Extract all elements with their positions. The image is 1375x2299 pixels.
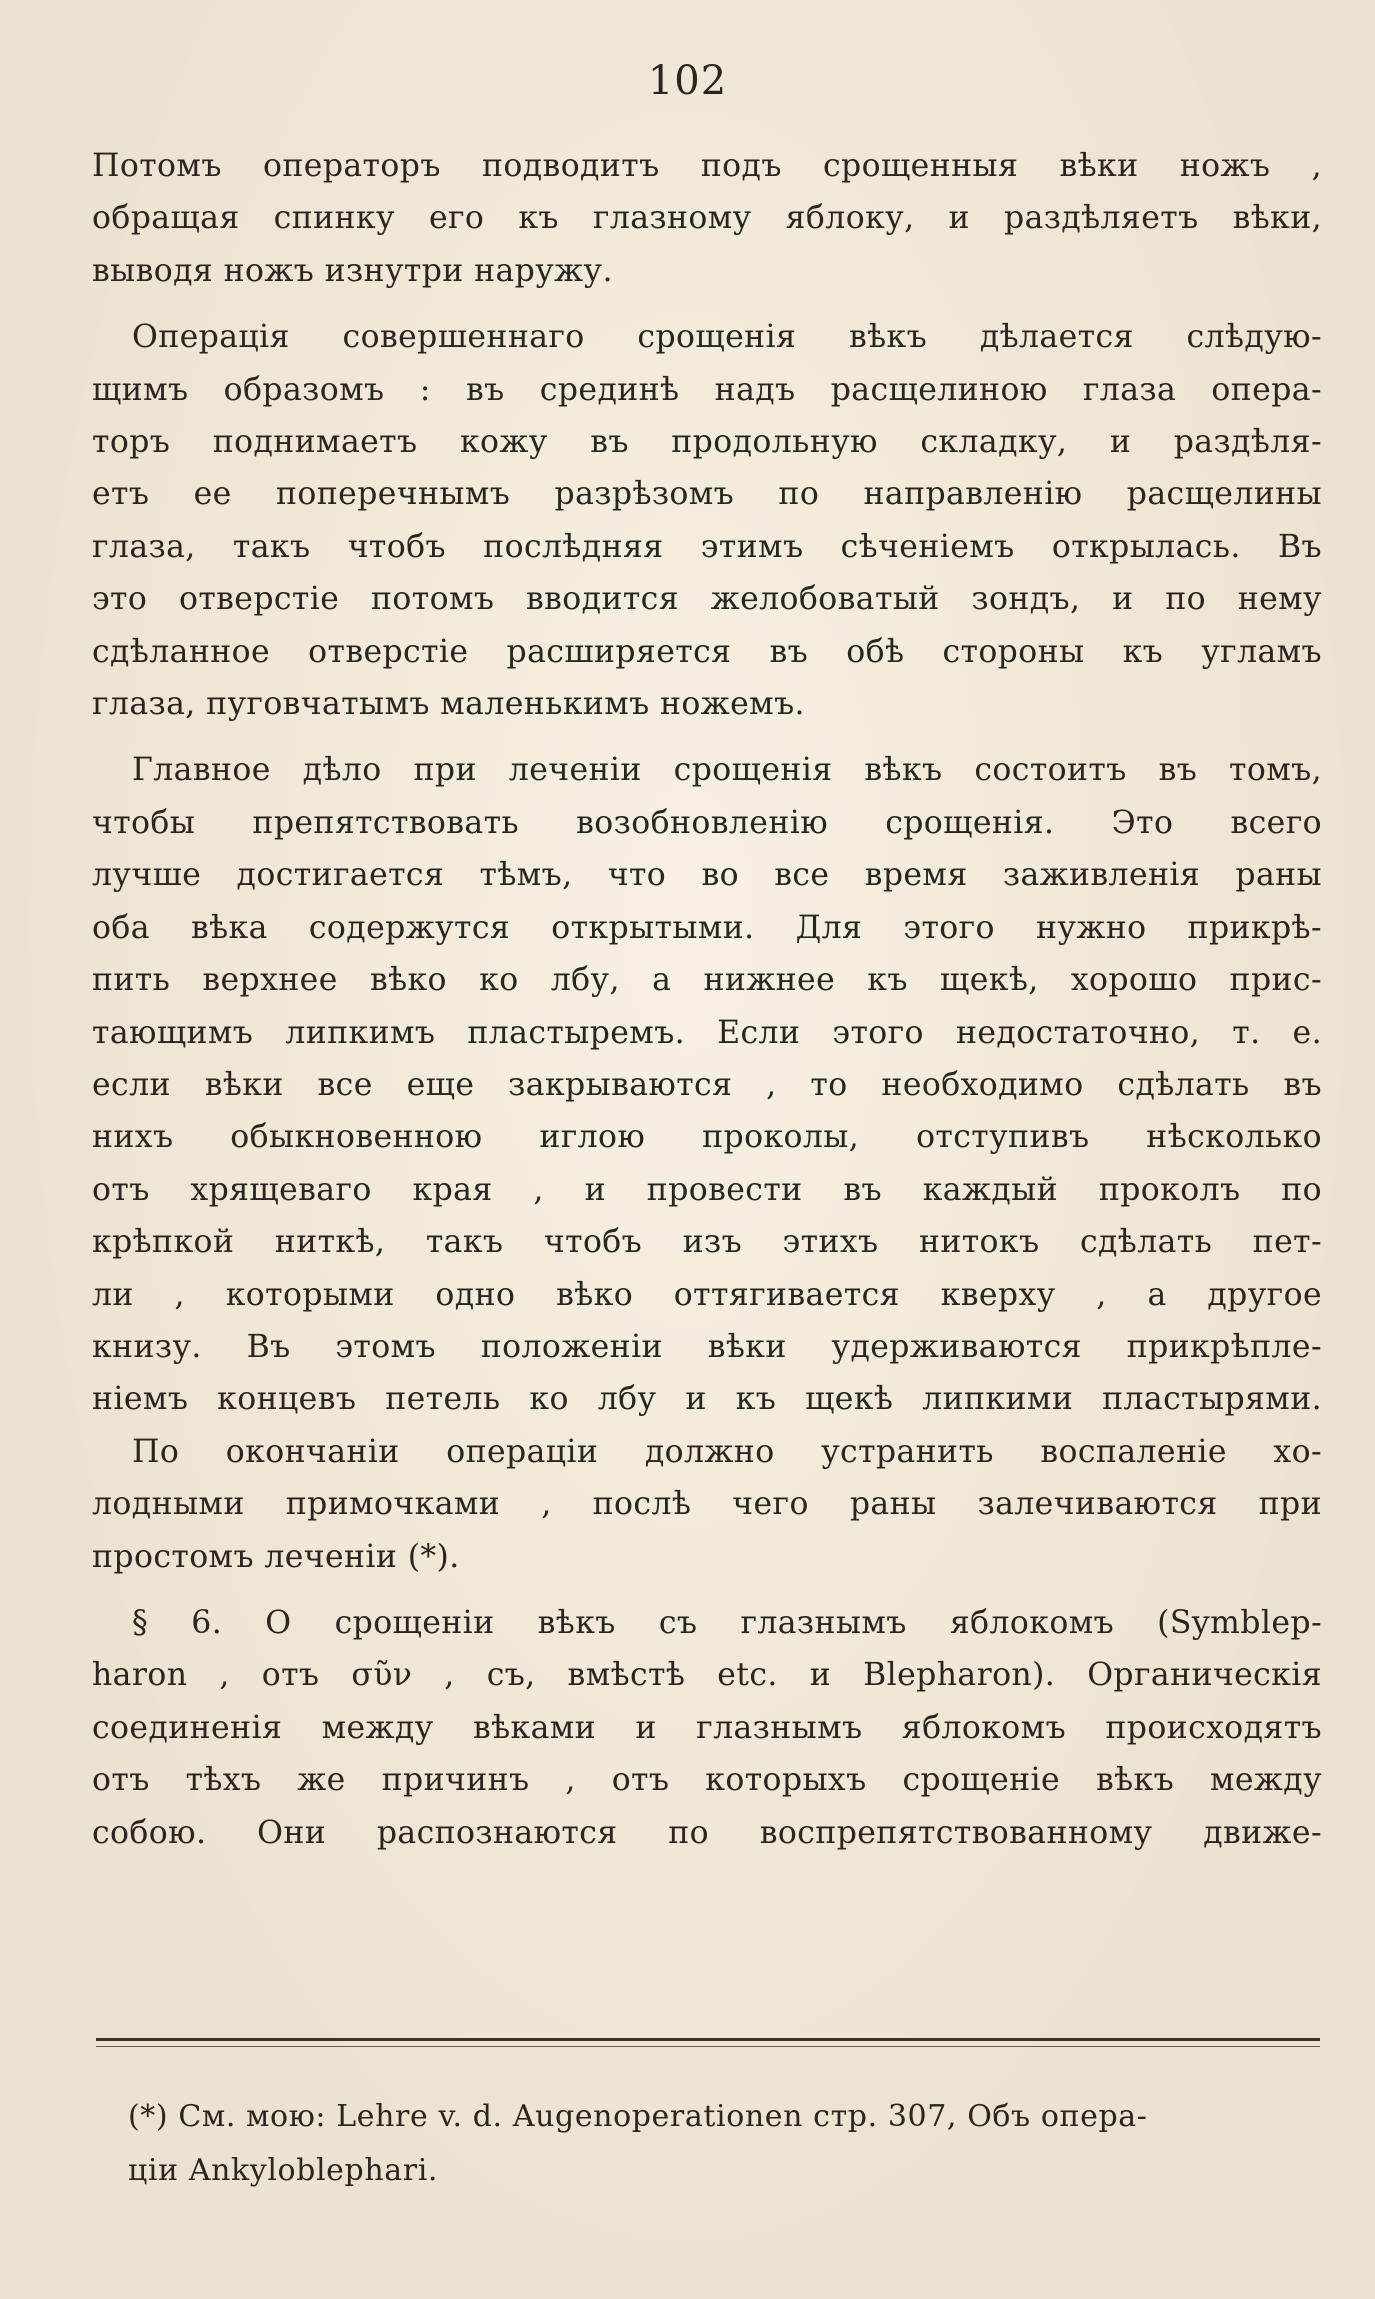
text-line: чтобы препятствовать возобновленію срощенія. Это всего <box>92 804 1322 841</box>
text-line: торъ поднимаетъ кожу въ продольную складку, и раздѣля- <box>92 424 1322 461</box>
text-line: отъ хрящеваго края , и провести въ каждый проколъ по <box>92 1171 1322 1208</box>
text-line: если вѣки все еще закрываются , то необходимо сдѣлать въ <box>92 1066 1322 1103</box>
text-line: етъ ее поперечнымъ разрѣзомъ по направленію расщелины <box>92 476 1322 513</box>
footnote-line: ціи Ankyloblephari. <box>128 2153 439 2188</box>
text-line: сдѣланное отверстіе расширяется въ обѣ стороны къ угламъ <box>92 633 1322 670</box>
text-line: щимъ образомъ : въ срединѣ надъ расщелиною глаза опера- <box>92 371 1322 408</box>
text-line: соединенія между вѣками и глазнымъ яблокомъ происходятъ <box>92 1709 1322 1746</box>
text-line: это отверстіе потомъ вводится желобоватый зондъ, и по нему <box>92 581 1322 618</box>
text-line: По окончаніи операціи должно устранить воспаленіе хо- <box>132 1433 1322 1470</box>
section-heading-line: § 6. О срощеніи вѣкъ съ глазнымъ яблокомъ (Symblep- <box>132 1604 1322 1641</box>
text-line: лодными примочками , послѣ чего раны залечиваются при <box>92 1486 1322 1523</box>
text-line: отъ тѣхъ же причинъ , отъ которыхъ срощеніе вѣкъ между <box>92 1762 1322 1799</box>
text-line: ли , которыми одно вѣко оттягивается кверху , а другое <box>92 1276 1322 1313</box>
text-line: пить верхнее вѣко ко лбу, а нижнее къ щекѣ, хорошо прис- <box>92 962 1322 999</box>
footnote <box>128 2090 1318 2198</box>
text-line: собою. Они распознаются по воспрепятствованному движе- <box>92 1814 1322 1851</box>
footnote-line: (*) См. мою: Lehre v. d. Augenoperationen стр. 307, Объ опера- <box>128 2099 1148 2134</box>
text-line: лучше достигается тѣмъ, что во все время заживленія раны <box>92 857 1322 894</box>
text-line: книзу. Въ этомъ положеніи вѣки удерживаются прикрѣпле- <box>92 1328 1322 1365</box>
footnote-divider <box>96 2038 1320 2041</box>
text-line: Операція совершеннаго срощенія вѣкъ дѣлается слѣдую- <box>132 319 1322 356</box>
text-line: нихъ обыкновенною иглою проколы, отступивъ нѣсколько <box>92 1119 1322 1156</box>
page-number: 102 <box>647 58 728 104</box>
text-line: глаза, пуговчатымъ маленькимъ ножемъ. <box>92 686 805 723</box>
text-line: простомъ леченіи (*). <box>92 1538 460 1575</box>
text-line: ніемъ концевъ петель ко лбу и къ щекѣ липкими пластырями. <box>92 1381 1322 1418</box>
footnote-divider-thin <box>96 2046 1320 2047</box>
text-line: крѣпкой ниткѣ, такъ чтобъ изъ этихъ нитокъ сдѣлать пет- <box>92 1224 1322 1261</box>
text-line: haron , отъ σῦν , съ, вмѣстѣ etc. и Blepharon). Органическія <box>92 1657 1322 1694</box>
text-line: оба вѣка содержутся открытыми. Для этого нужно прикрѣ- <box>92 909 1322 946</box>
text-line: глаза, такъ чтобъ послѣдняя этимъ сѣченіемъ открылась. Въ <box>92 528 1322 565</box>
body-text <box>92 140 1322 1859</box>
text-line: тающимъ липкимъ пластыремъ. Если этого недостаточно, т. е. <box>92 1014 1322 1051</box>
text-line: Потомъ операторъ подводитъ подъ срощенныя вѣки ножъ , <box>92 148 1322 184</box>
text-line: Главное дѣло при леченіи срощенія вѣкъ состоитъ въ томъ, <box>132 752 1322 789</box>
text-line: выводя ножъ изнутри наружу. <box>92 252 613 289</box>
text-line: обращая спинку его къ глазному яблоку, и раздѣляетъ вѣки, <box>92 200 1322 237</box>
